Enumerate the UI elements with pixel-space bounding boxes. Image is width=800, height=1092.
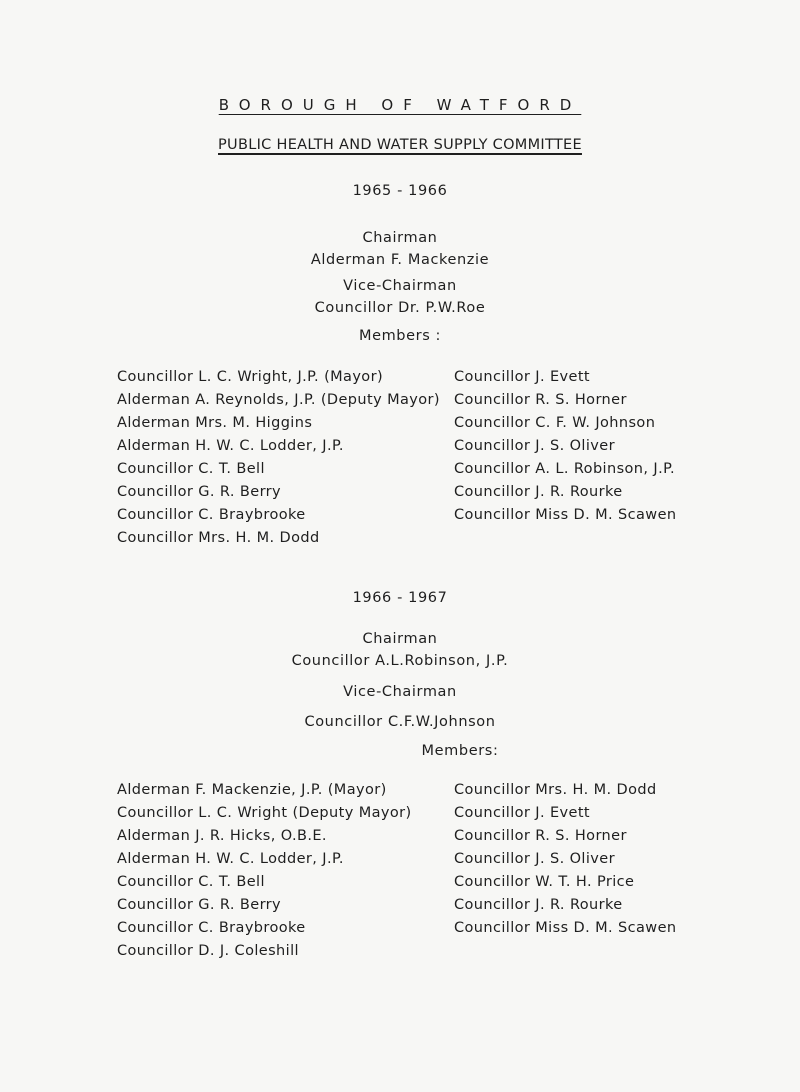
term1-vice-chairman: Councillor Dr. P.W.Roe — [314, 300, 486, 316]
term1-chairman-heading: Chairman — [362, 230, 438, 246]
term2-members-right — [454, 779, 676, 940]
list-item: Councillor C. T. Bell — [117, 461, 265, 477]
list-item: Alderman A. Reynolds, J.P. (Deputy Mayor) — [117, 392, 440, 408]
list-item: Councillor A. L. Robinson, J.P. — [454, 461, 675, 477]
list-item: Alderman H. W. C. Lodder, J.P. — [117, 851, 344, 867]
term1-vice-heading: Vice-Chairman — [343, 278, 457, 294]
term2-members-left — [117, 779, 412, 963]
term1-members-heading: Members : — [358, 328, 442, 344]
list-item: Councillor L. C. Wright (Deputy Mayor) — [117, 805, 412, 821]
borough-title: BOROUGH OF WATFORD — [218, 96, 582, 114]
list-item: Councillor C. Braybrooke — [117, 507, 306, 523]
list-item: Councillor W. T. H. Price — [454, 874, 635, 890]
list-item: Councillor J. S. Oliver — [454, 438, 615, 454]
list-item: Councillor L. C. Wright, J.P. (Mayor) — [117, 369, 384, 385]
list-item: Alderman H. W. C. Lodder, J.P. — [117, 438, 344, 454]
term1-members-right — [454, 366, 676, 527]
term2-years: 1966 - 1967 — [352, 590, 448, 606]
list-item: Councillor J. R. Rourke — [454, 897, 623, 913]
list-item: Councillor G. R. Berry — [117, 484, 282, 500]
list-item: Councillor D. J. Coleshill — [117, 943, 299, 959]
list-item: Alderman Mrs. M. Higgins — [117, 415, 313, 431]
term1-years: 1965 - 1966 — [352, 183, 448, 199]
term2-members-heading: Members: — [421, 743, 499, 759]
list-item: Councillor Mrs. H. M. Dodd — [117, 530, 320, 546]
term2-vice-chairman: Councillor C.F.W.Johnson — [304, 714, 496, 730]
term1-members-left — [117, 366, 440, 550]
list-item: Councillor J. Evett — [454, 805, 591, 821]
list-item: Alderman F. Mackenzie, J.P. (Mayor) — [117, 782, 387, 798]
committee-title: PUBLIC HEALTH AND WATER SUPPLY COMMITTEE — [218, 137, 582, 153]
term1-chairman: Alderman F. Mackenzie — [310, 252, 490, 268]
list-item: Alderman J. R. Hicks, O.B.E. — [117, 828, 327, 844]
list-item: Councillor J. Evett — [454, 369, 591, 385]
term2-chairman-heading: Chairman — [362, 631, 438, 647]
list-item: Councillor J. R. Rourke — [454, 484, 623, 500]
term2-vice-heading: Vice-Chairman — [343, 684, 457, 700]
list-item: Councillor G. R. Berry — [117, 897, 282, 913]
list-item: Councillor Mrs. H. M. Dodd — [454, 782, 657, 798]
list-item: Councillor R. S. Horner — [454, 392, 627, 408]
list-item: Councillor C. T. Bell — [117, 874, 265, 890]
term2-chairman: Councillor A.L.Robinson, J.P. — [291, 653, 509, 669]
list-item: Councillor C. F. W. Johnson — [454, 415, 656, 431]
list-item: Councillor R. S. Horner — [454, 828, 627, 844]
list-item: Councillor C. Braybrooke — [117, 920, 306, 936]
list-item: Councillor J. S. Oliver — [454, 851, 615, 867]
list-item: Councillor Miss D. M. Scawen — [454, 920, 677, 936]
list-item: Councillor Miss D. M. Scawen — [454, 507, 677, 523]
